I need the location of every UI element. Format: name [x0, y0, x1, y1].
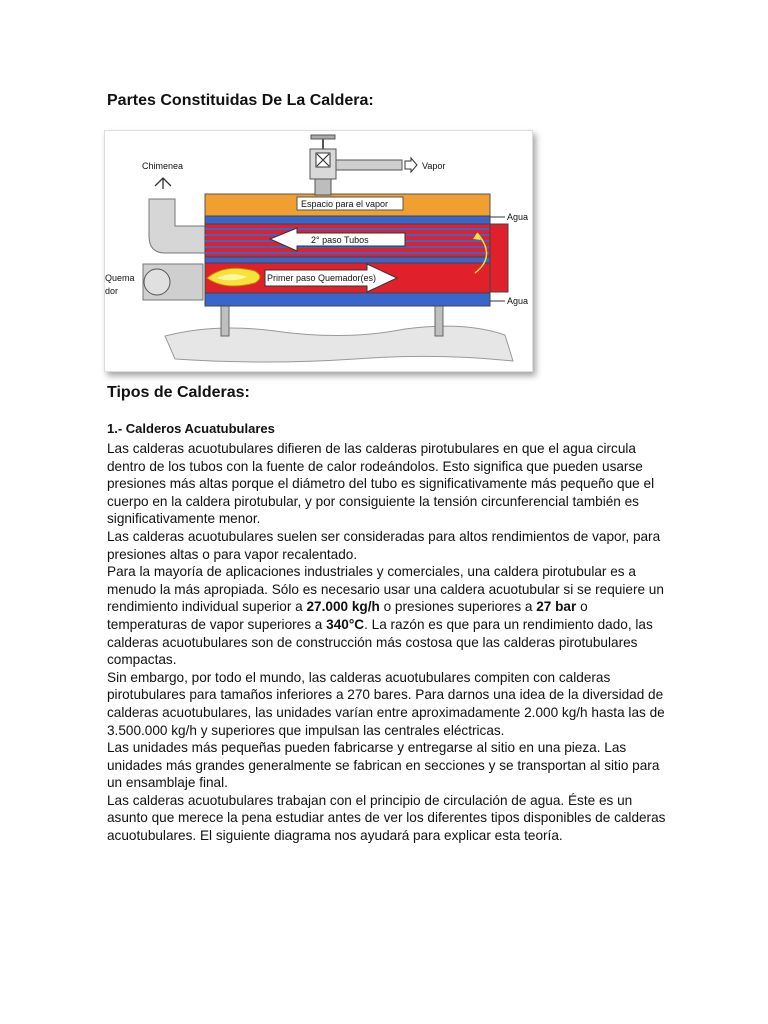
- label-quemador-1: Quema: [105, 273, 135, 283]
- chimney-arrow-icon: [155, 178, 171, 189]
- water-band-bottom: [205, 293, 490, 306]
- valve-neck: [315, 177, 331, 195]
- chimney: [149, 199, 205, 253]
- value-27000: 27.000 kg/h: [306, 599, 380, 615]
- boiler-diagram: [104, 130, 533, 372]
- subsection-title: 1.- Calderos Acuatubulares: [107, 421, 275, 436]
- label-chimenea: Chimenea: [142, 161, 184, 171]
- paragraph-6: Las calderas acuotubulares trabajan con el principio de circulación de agua. Éste es un asunto que merece la pena estudiar antes de ver los diferentes tipos disponibles de calderas acuotubulares. El siguiente diagrama nos ayudará para explicar esta teoría.: [107, 792, 666, 844]
- water-band-mid: [205, 257, 490, 263]
- label-agua-top: Agua: [507, 212, 529, 222]
- page-title: Partes Constituidas De La Caldera:: [107, 92, 374, 109]
- value-340c: 340°C: [326, 616, 365, 632]
- steam-pipe: [336, 160, 402, 170]
- steam-arrow-icon: [405, 158, 417, 172]
- valve-handwheel: [311, 135, 335, 139]
- paragraph-2: Las calderas acuotubulares suelen ser consideradas para altos rendimientos de vapor, para presiones altas o para vapor recalentado.: [107, 528, 661, 562]
- label-agua-bottom: Agua: [507, 296, 529, 306]
- label-paso2: 2° paso Tubos: [311, 235, 369, 245]
- label-vapor: Vapor: [422, 161, 446, 171]
- paragraph-4: Sin embargo, por todo el mundo, las calderas acuotubulares compiten con calderas pirotubulares para tamaños inferiores a 270 bares. Para darnos una idea de la diversidad de calderas acuotubulares, las unidades varían entre aproximadamente 2.000 kg/h hasta las de 3.500.000 kg/h y superiores que impulsan las centrales eléctricas.: [107, 669, 665, 738]
- water-band-top: [205, 216, 490, 224]
- label-paso1: Primer paso Quemador(es): [267, 273, 377, 283]
- value-27bar: 27 bar: [536, 599, 577, 615]
- ground-base: [165, 326, 513, 362]
- return-chamber: [490, 224, 508, 292]
- support-left: [221, 306, 229, 336]
- paragraph-3: Para la mayoría de aplicaciones industriales y comerciales, una caldera pirotubular es a menudo la más apropiada. Sólo es necesario usar una caldera acuotubular si se requiere un rendimiento individual superior a 27.000 kg/h o presiones superiores a 27 bar o temperaturas de vapor superiores a 340°C. La razón es que para un rendimiento dado, las calderas acuotubulares son de construcción más costosa que las calderas pirotubulares compactas.: [107, 564, 664, 668]
- paragraph-5: Las unidades más pequeñas pueden fabricarse y entregarse al sitio en una pieza. Las unidades más grandes generalmente se fabrican en secciones y se transportan al sitio para un ensamblaje final.: [107, 740, 660, 791]
- burner-fan: [144, 269, 170, 295]
- label-espacio: Espacio para el vapor: [301, 199, 389, 209]
- support-right: [435, 306, 443, 336]
- body-text: [107, 440, 667, 845]
- label-quemador-2: dor: [105, 286, 119, 296]
- paragraph-1: Las calderas acuotubulares difieren de las calderas pirotubulares en que el agua circula dentro de los tubos con la fuente de calor rodeándolos. Esto significa que pueden usarse presiones más altas porque el diámetro del tubo es significativamente más pequeño que el cuerpo en la caldera pirotubular, y por consiguiente la tensión circunferencial también es significativamente menor.: [107, 441, 655, 527]
- section-title: Tipos de Calderas:: [107, 384, 250, 401]
